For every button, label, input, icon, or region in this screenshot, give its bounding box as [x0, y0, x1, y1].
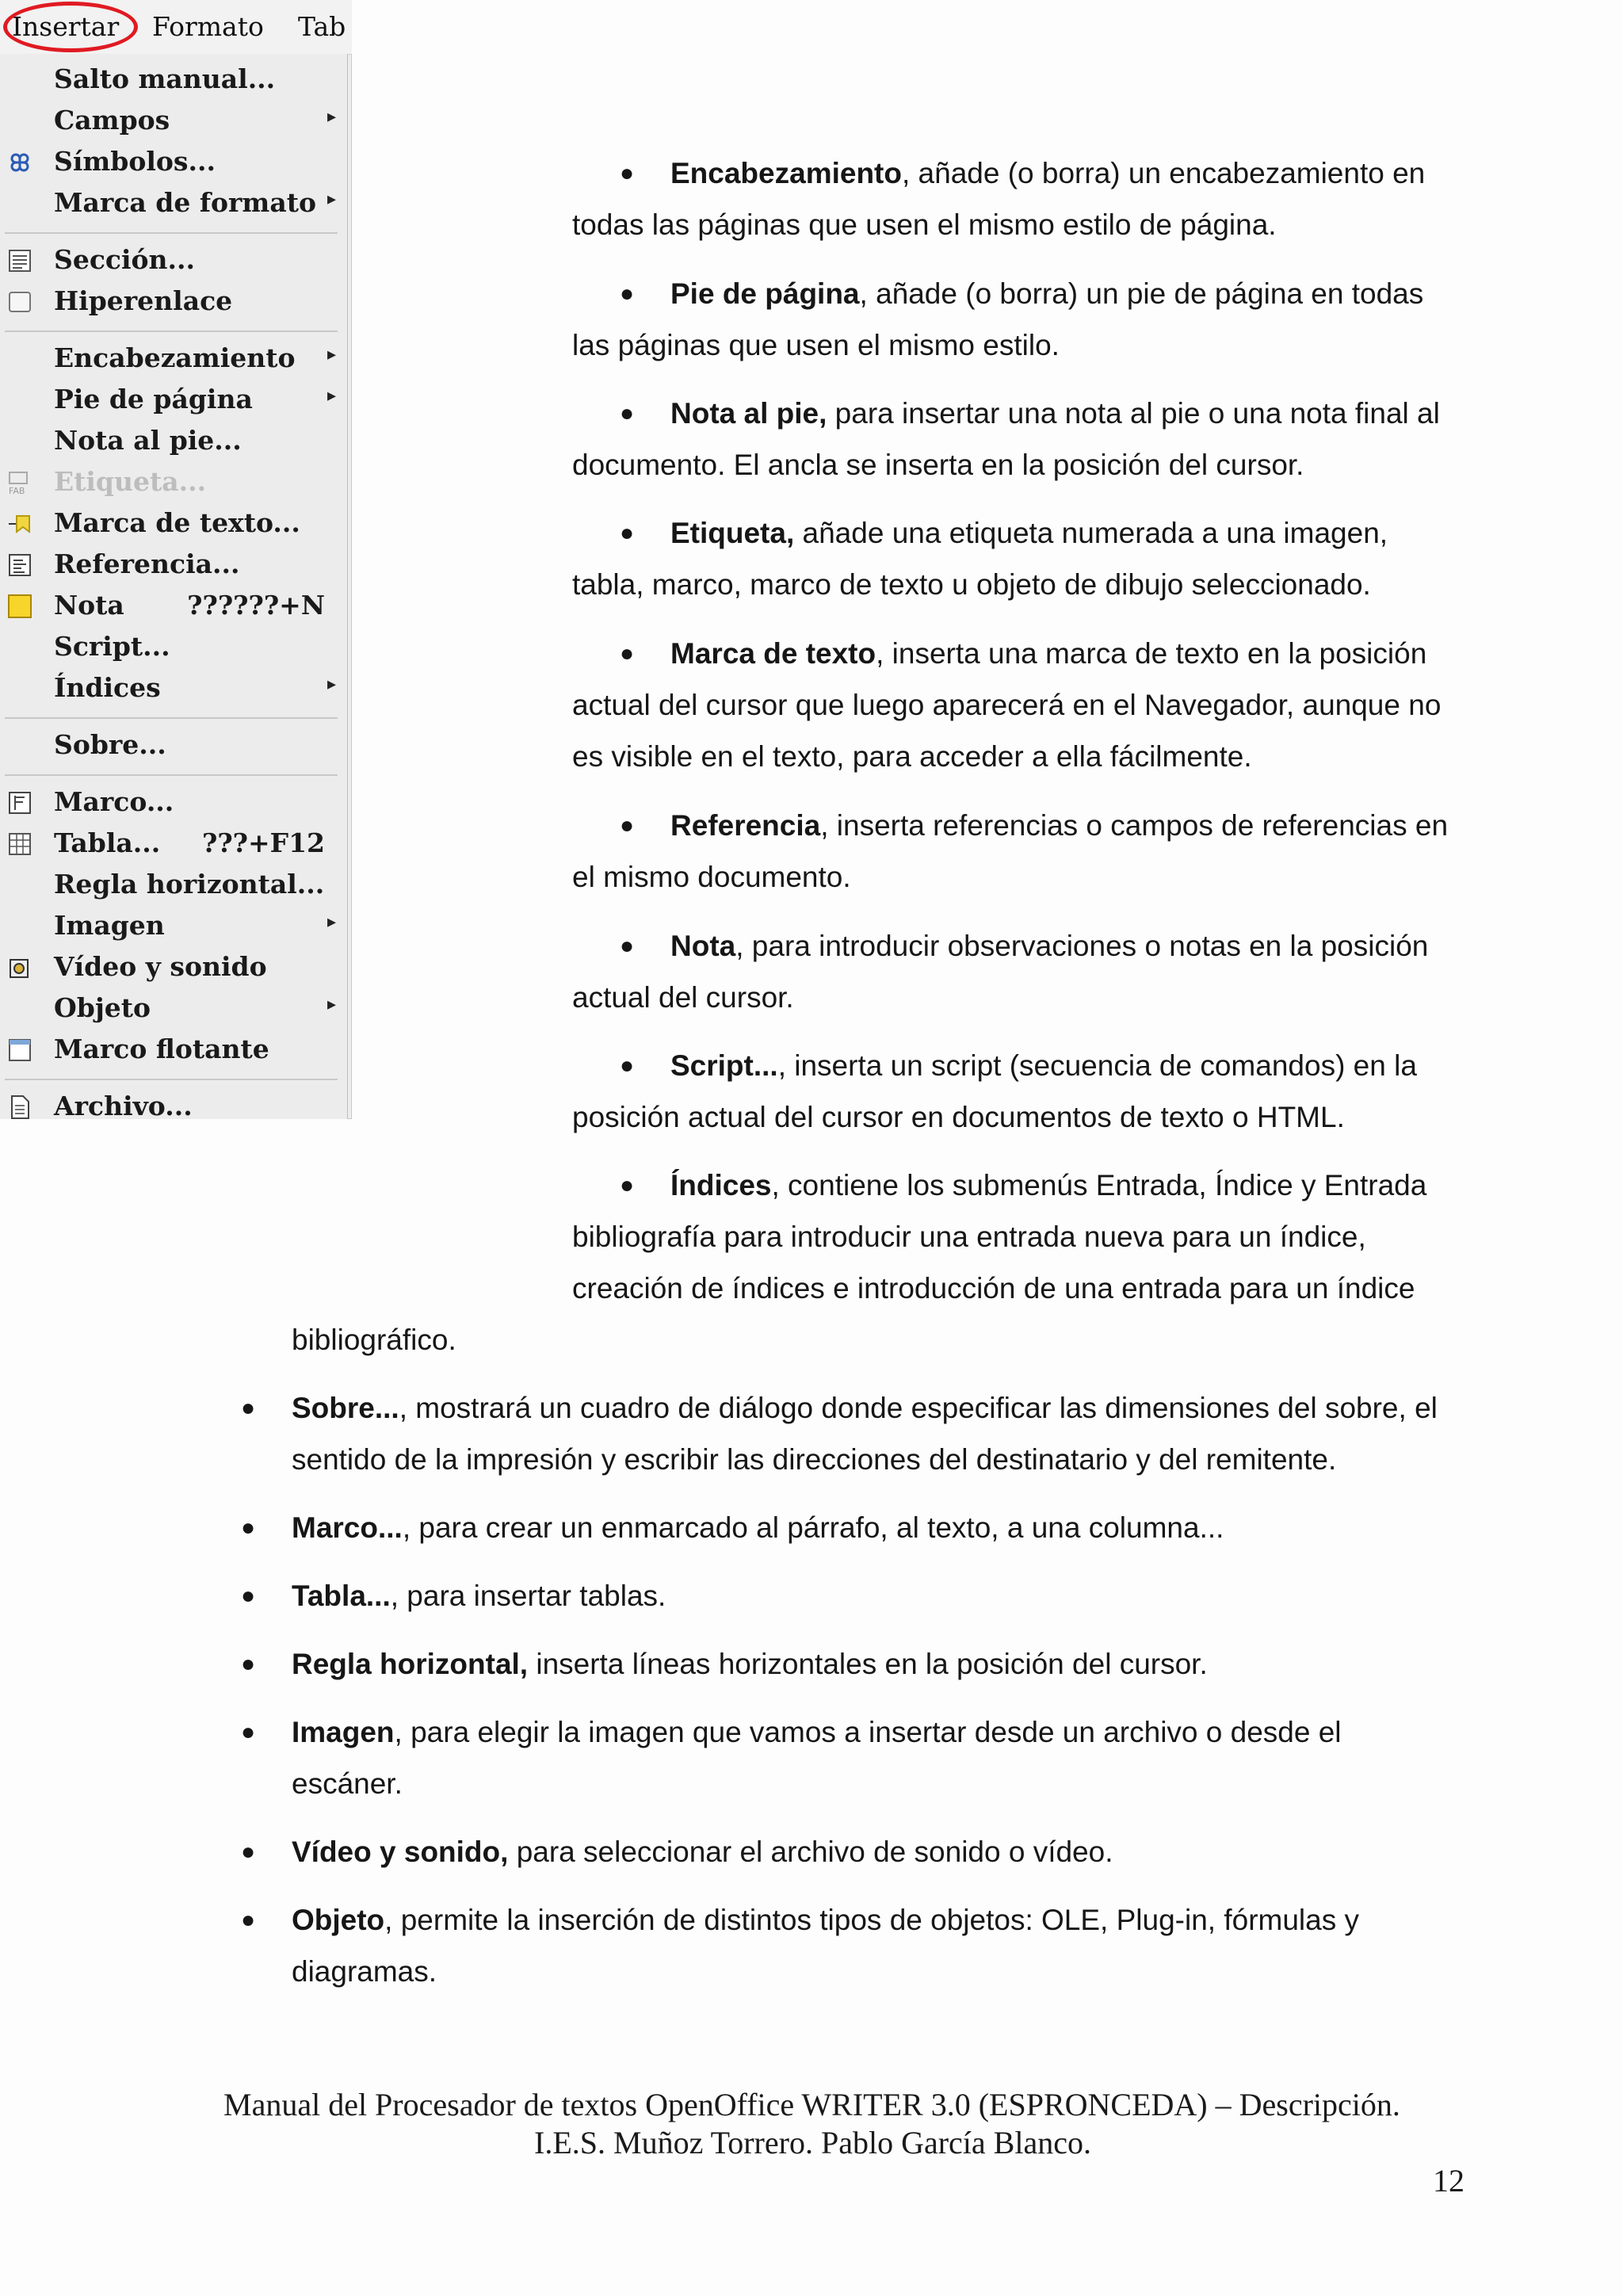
term-etiqueta: Etiqueta, — [670, 517, 795, 549]
menu-item-label: Referencia... — [54, 548, 240, 579]
bullet: ● — [620, 281, 635, 307]
menu-item-nota[interactable] — [0, 586, 347, 628]
menu-item-archivo[interactable] — [0, 1087, 347, 1119]
menu-item-label: Nota al pie... — [54, 425, 242, 456]
paragraph-line — [670, 1159, 1426, 1211]
paragraph-line — [670, 1040, 1417, 1091]
text-run: , añade (o borra) un pie de página en todas — [859, 277, 1424, 310]
bullet: ● — [241, 1839, 256, 1865]
menu-item-campos[interactable] — [0, 101, 347, 143]
text-run: , inserta referencias o campos de referencias en — [820, 809, 1449, 842]
paragraph-line: documento. El ancla se inserta en la posición del cursor. — [572, 449, 1304, 481]
menu-item-label: Sección... — [54, 244, 196, 275]
menu-item-label: Sobre... — [54, 729, 166, 760]
note-icon — [6, 593, 33, 620]
bullet: ● — [241, 1515, 256, 1541]
submenu-arrow-icon: ▸ — [327, 344, 336, 364]
paragraph-line — [292, 1638, 1208, 1690]
menu-item-label: Salto manual... — [54, 63, 276, 94]
term-regla-horizontal: Regla horizontal, — [292, 1648, 529, 1680]
table-icon — [6, 831, 33, 858]
file-icon — [6, 1094, 33, 1119]
menu-item-label: Símbolos... — [54, 146, 216, 177]
menu-item-nota-al-pie[interactable] — [0, 422, 347, 463]
menu-tabla-partial[interactable]: Tab — [298, 11, 346, 42]
paragraph-line: sentido de la impresión y escribir las direcciones del destinatario y del remitente. — [292, 1443, 1337, 1476]
menu-item-label: Campos — [54, 105, 170, 136]
bullet: ● — [241, 1395, 256, 1421]
menu-item-label: Vídeo y sonido — [54, 951, 267, 982]
bullet: ● — [241, 1651, 256, 1677]
paragraph-line: escáner. — [292, 1767, 403, 1800]
menu-item-label: Nota — [54, 590, 124, 621]
menu-item-tabla[interactable] — [0, 824, 347, 865]
menu-item-salto-manual[interactable] — [0, 60, 347, 101]
term-video-y-sonido: Vídeo y sonido, — [292, 1836, 509, 1868]
term-marca-de-texto: Marca de texto — [670, 637, 876, 670]
menu-item-marca-de-formato[interactable] — [0, 184, 347, 225]
menu-item-label: Imagen — [54, 910, 165, 941]
paragraph-line — [670, 507, 1388, 559]
reference-icon — [6, 552, 33, 579]
bullet: ● — [620, 160, 635, 186]
menu-item-pie-de-página[interactable] — [0, 380, 347, 422]
page-number: 12 — [1433, 2163, 1465, 2199]
menu-separator — [5, 232, 338, 234]
menu-item-referencia[interactable] — [0, 545, 347, 586]
submenu-arrow-icon: ▸ — [327, 106, 336, 126]
hyperlink-icon — [6, 288, 33, 315]
paragraph-line — [670, 388, 1440, 439]
menu-item-label: Encabezamiento — [54, 342, 296, 373]
menu-item-label: Marca de formato — [54, 187, 316, 218]
menu-item-shortcut: ???+F12 — [201, 827, 325, 858]
menu-item-marco-flotante[interactable] — [0, 1030, 347, 1072]
menu-insertar[interactable]: Insertar — [12, 11, 120, 42]
paragraph-line — [292, 1826, 1113, 1878]
paragraph-line: actual del cursor que luego aparecerá en el Navegador, aunque no — [572, 689, 1442, 721]
paragraph-line — [670, 920, 1428, 972]
bullet: ● — [620, 1052, 635, 1079]
paragraph-line: tabla, marco, marco de texto u objeto de dibujo seleccionado. — [572, 568, 1371, 601]
paragraph-line: bibliográfico. — [292, 1324, 456, 1356]
term-referencia: Referencia — [670, 809, 821, 842]
text-run: añade una etiqueta numerada a una imagen, — [794, 517, 1388, 549]
menu-separator — [5, 717, 338, 719]
text-run: para seleccionar el archivo de sonido o vídeo. — [508, 1836, 1113, 1868]
bullet: ● — [620, 400, 635, 426]
menu-item-shortcut: ??????+N — [187, 590, 325, 621]
paragraph-line: actual del cursor. — [572, 981, 794, 1014]
paragraph-line — [292, 1894, 1359, 1946]
menu-item-etiqueta — [0, 463, 347, 504]
menu-item-índices[interactable] — [0, 669, 347, 710]
menu-screenshot — [0, 0, 352, 1119]
text-run: inserta líneas horizontales en la posición del cursor. — [528, 1648, 1208, 1680]
bullet: ● — [620, 1172, 635, 1198]
menu-item-label: Índices — [54, 672, 161, 703]
bookmark-icon — [6, 510, 33, 537]
bullet: ● — [620, 520, 635, 546]
paragraph-line — [292, 1570, 666, 1622]
paragraph-line: las páginas que usen el mismo estilo. — [572, 329, 1060, 361]
text-run: , para introducir observaciones o notas en la posición — [735, 930, 1429, 962]
submenu-arrow-icon: ▸ — [327, 385, 336, 405]
menu-item-label: Tabla... — [54, 827, 161, 858]
term-objeto: Objeto — [292, 1904, 385, 1936]
text-run: , añade (o borra) un encabezamiento en — [901, 157, 1426, 189]
menu-item-label: Pie de página — [54, 384, 253, 415]
bullet: ● — [620, 812, 635, 839]
paragraph-line: diagramas. — [292, 1955, 437, 1988]
menu-item-imagen[interactable] — [0, 907, 347, 948]
paragraph-line: el mismo documento. — [572, 861, 851, 893]
term-script: Script... — [670, 1049, 778, 1082]
bullet: ● — [620, 933, 635, 959]
paragraph-line — [670, 147, 1425, 199]
menu-item-script[interactable] — [0, 628, 347, 669]
svg-text:FAB: FAB — [9, 486, 25, 495]
term-pie-de-pagina: Pie de página — [670, 277, 860, 310]
menu-item-hiperenlace[interactable] — [0, 282, 347, 323]
submenu-arrow-icon: ▸ — [327, 994, 336, 1014]
video-icon — [6, 954, 33, 981]
term-marco: Marco... — [292, 1511, 403, 1544]
section-icon — [6, 247, 33, 274]
menu-item-label: Regla horizontal... — [54, 869, 325, 900]
menu-item-marca-de-texto[interactable] — [0, 504, 347, 545]
paragraph-line — [670, 268, 1423, 319]
menu-separator — [5, 1079, 338, 1080]
term-nota: Nota — [670, 930, 736, 962]
symbols-icon — [6, 149, 33, 176]
text-run: para insertar una nota al pie o una nota final al — [827, 397, 1440, 430]
menu-item-label: Marco flotante — [54, 1033, 269, 1064]
text-run: , mostrará un cuadro de diálogo donde especificar las dimensiones del sobre, el — [399, 1392, 1438, 1424]
term-indices: Índices — [670, 1169, 772, 1201]
menu-item-label: Archivo... — [54, 1091, 193, 1121]
text-run: , inserta un script (secuencia de comandos) en la — [777, 1049, 1417, 1082]
submenu-arrow-icon: ▸ — [327, 189, 336, 208]
text-run: , para insertar tablas. — [390, 1580, 666, 1612]
paragraph-line: todas las páginas que usen el mismo estilo de página. — [572, 208, 1277, 241]
term-nota-al-pie: Nota al pie, — [670, 397, 827, 430]
menu-item-marco[interactable] — [0, 783, 347, 824]
submenu-arrow-icon: ▸ — [327, 674, 336, 693]
menu-item-encabezamiento[interactable] — [0, 339, 347, 380]
menu-item-sección[interactable] — [0, 241, 347, 282]
caption-icon — [6, 469, 33, 496]
bullet: ● — [241, 1907, 256, 1933]
term-imagen: Imagen — [292, 1716, 395, 1748]
menu-item-label: Objeto — [54, 992, 151, 1023]
paragraph-line: creación de índices e introducción de una entrada para un índice — [572, 1272, 1415, 1305]
paragraph-line — [670, 800, 1448, 851]
term-encabezamiento: Encabezamiento — [670, 157, 902, 189]
menu-separator — [5, 774, 338, 776]
paragraph-line: posición actual del cursor en documentos de texto o HTML. — [572, 1101, 1345, 1133]
bullet: ● — [241, 1583, 256, 1609]
frame-icon — [6, 789, 33, 816]
paragraph-line — [292, 1382, 1438, 1434]
paragraph-line — [670, 628, 1426, 679]
highlight-circle — [3, 2, 138, 52]
bullet: ● — [241, 1719, 256, 1745]
text-run: , inserta una marca de texto en la posición — [876, 637, 1427, 670]
footer-title: Manual del Procesador de textos OpenOffice WRITER 3.0 (ESPRONCEDA) – Descripción. — [223, 2087, 1400, 2122]
menu-item-label: Etiqueta... — [54, 466, 207, 497]
text-run: , para elegir la imagen que vamos a insertar desde un archivo o desde el — [394, 1716, 1342, 1748]
menu-separator — [5, 330, 338, 332]
text-run: , para crear un enmarcado al párrafo, al texto, a una columna... — [402, 1511, 1224, 1544]
menu-formato[interactable]: Formato — [152, 11, 264, 42]
submenu-arrow-icon: ▸ — [327, 911, 336, 931]
paragraph-line — [292, 1502, 1224, 1553]
bullet: ● — [620, 640, 635, 667]
text-run: , contiene los submenús Entrada, Índice y Entrada — [771, 1169, 1427, 1201]
menu-item-símbolos[interactable] — [0, 143, 347, 184]
menu-bar — [0, 0, 352, 55]
menu-item-objeto[interactable] — [0, 989, 347, 1030]
menu-item-sobre[interactable] — [0, 726, 347, 767]
term-sobre: Sobre... — [292, 1392, 399, 1424]
menu-item-vídeo-y-sonido[interactable] — [0, 948, 347, 989]
text-run: , permite la inserción de distintos tipos de objetos: OLE, Plug-in, fórmulas y — [384, 1904, 1359, 1936]
menu-item-label: Marca de texto... — [54, 507, 300, 538]
menu-item-label: Script... — [54, 631, 170, 662]
menu-item-label: Hiperenlace — [54, 285, 233, 316]
term-tabla: Tabla... — [292, 1580, 391, 1612]
insertar-dropdown — [0, 54, 348, 1119]
menu-item-regla-horizontal[interactable] — [0, 865, 347, 907]
paragraph-line: es visible en el texto, para acceder a ella fácilmente. — [572, 740, 1252, 773]
paragraph-line: bibliografía para introducir una entrada nueva para un índice, — [572, 1221, 1366, 1253]
paragraph-line — [292, 1706, 1342, 1758]
floating-frame-icon — [6, 1037, 33, 1064]
menu-item-label: Marco... — [54, 786, 174, 817]
footer-author: I.E.S. Muñoz Torrero. Pablo García Blanco. — [534, 2125, 1091, 2160]
